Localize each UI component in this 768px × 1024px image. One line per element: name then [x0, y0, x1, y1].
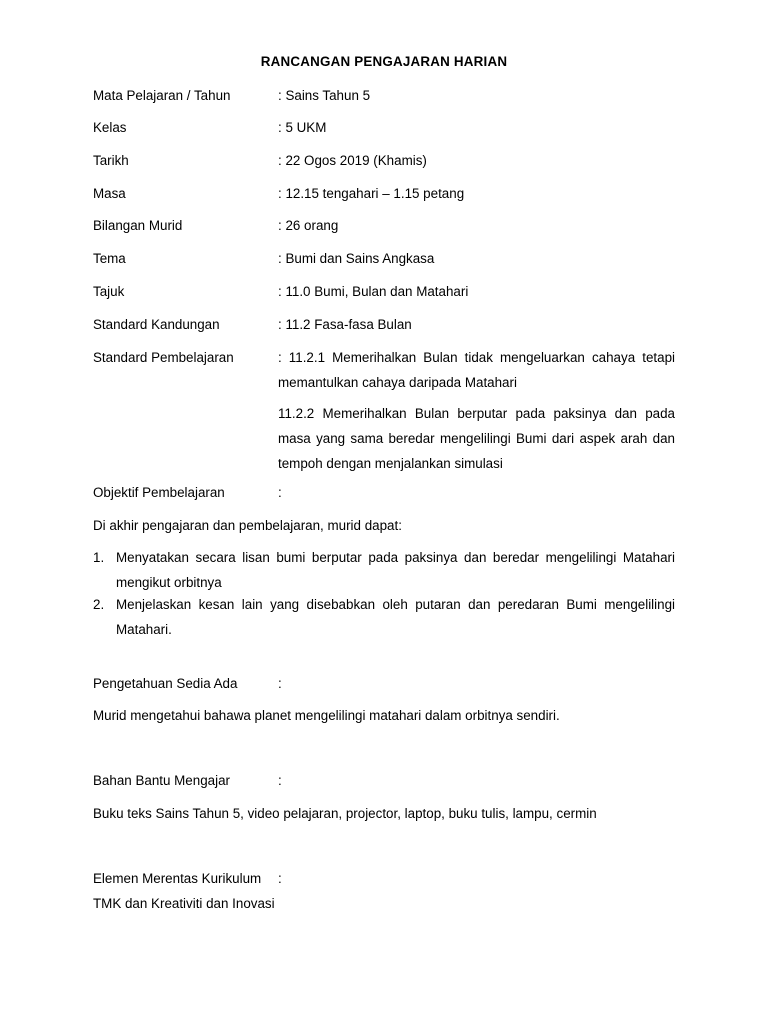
field-value: : 22 Ogos 2019 (Khamis)	[278, 153, 427, 168]
list-text: Menyatakan secara lisan bumi berputar pada paksinya dan beredar mengelilingi Matahari mengikut orbitnya	[116, 550, 675, 590]
list-number: 2.	[93, 597, 105, 612]
field-colon: :	[278, 871, 282, 886]
elemen-text: TMK dan Kreativiti dan Inovasi	[93, 896, 275, 911]
field-value: : 26 orang	[278, 218, 339, 233]
field-label: Objektif Pembelajaran	[93, 485, 225, 500]
field-label: Tajuk	[93, 284, 125, 299]
bahan-text: Buku teks Sains Tahun 5, video pelajaran, projector, laptop, buku tulis, lampu, cermin	[93, 806, 597, 821]
objektif-intro: Di akhir pengajaran dan pembelajaran, murid dapat:	[93, 518, 402, 533]
field-label: Pengetahuan Sedia Ada	[93, 676, 238, 691]
field-label: Mata Pelajaran / Tahun	[93, 88, 231, 103]
standard-pembelajaran-item-1: : 11.2.1 Memerihalkan Bulan tidak mengeluarkan cahaya tetapi memantulkan cahaya daripada Matahari	[278, 350, 675, 390]
field-label: Standard Kandungan	[93, 317, 220, 332]
field-value: : Sains Tahun 5	[278, 88, 371, 103]
field-label: Bilangan Murid	[93, 218, 183, 233]
list-text: Menjelaskan kesan lain yang disebabkan oleh putaran dan peredaran Bumi mengelilingi Matahari.	[116, 597, 675, 637]
field-label: Bahan Bantu Mengajar	[93, 773, 230, 788]
field-value: : 5 UKM	[278, 120, 327, 135]
standard-pembelajaran-item-2: 11.2.2 Memerihalkan Bulan berputar pada paksinya dan pada masa yang sama beredar mengelilingi Bumi dari aspek arah dan tempoh dengan menjalankan simulasi	[278, 406, 675, 471]
field-value: : Bumi dan Sains Angkasa	[278, 251, 435, 266]
document-title: RANCANGAN PENGAJARAN HARIAN	[260, 54, 508, 69]
field-colon: :	[278, 773, 282, 788]
field-label: Masa	[93, 186, 126, 201]
list-number: 1.	[93, 550, 105, 565]
field-label: Elemen Merentas Kurikulum	[93, 871, 262, 886]
field-label: Tarikh	[93, 153, 129, 168]
field-label: Kelas	[93, 120, 127, 135]
field-value: : 11.0 Bumi, Bulan dan Matahari	[278, 284, 469, 299]
field-value: : 11.2 Fasa-fasa Bulan	[278, 317, 412, 332]
pengetahuan-text: Murid mengetahui bahawa planet mengelilingi matahari dalam orbitnya sendiri.	[93, 708, 560, 723]
field-colon: :	[278, 676, 282, 691]
field-label: Standard Pembelajaran	[93, 350, 234, 365]
field-label: Tema	[93, 251, 126, 266]
field-colon: :	[278, 485, 282, 500]
field-value: : 12.15 tengahari – 1.15 petang	[278, 186, 465, 201]
